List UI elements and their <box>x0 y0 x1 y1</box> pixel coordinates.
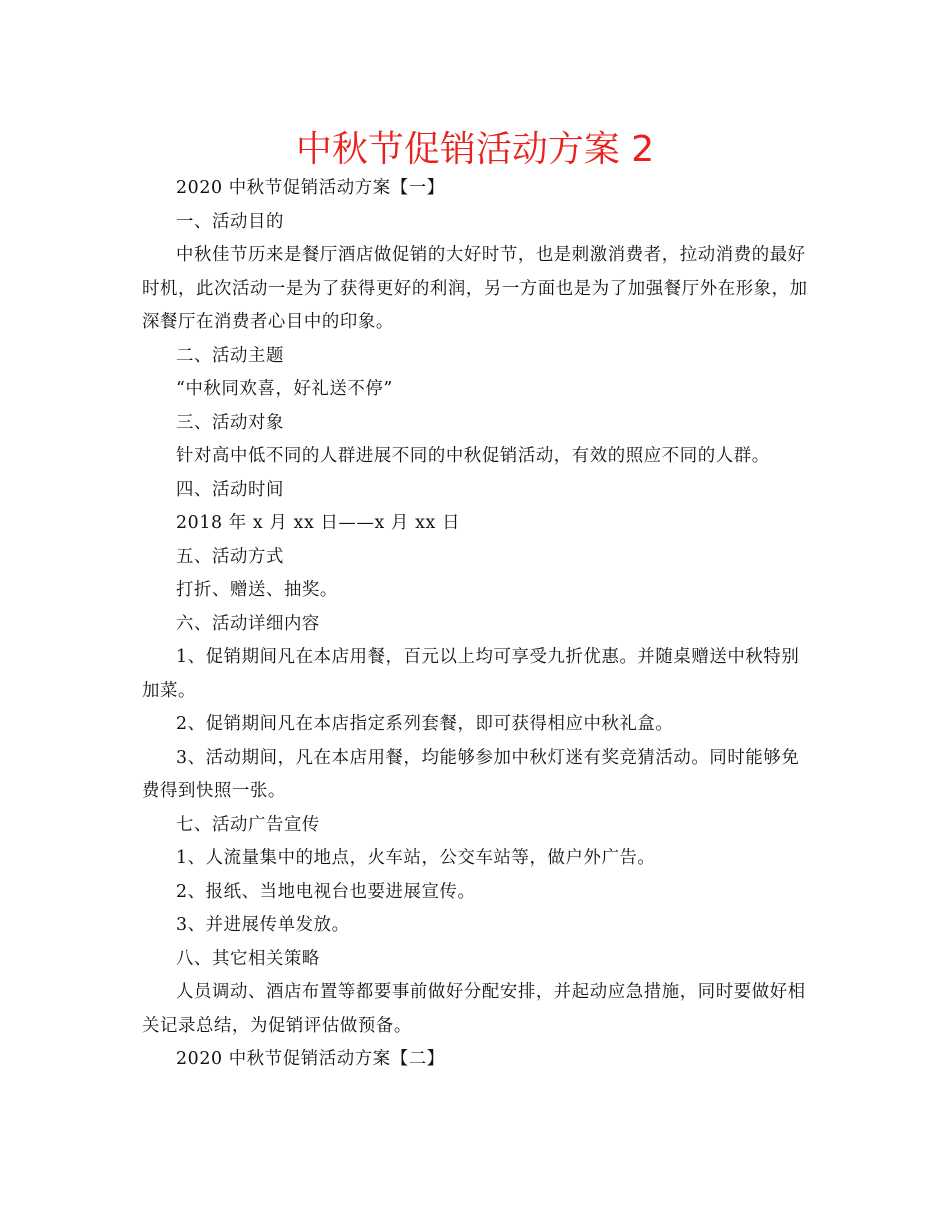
list-item: 3、并进展传单发放。 <box>176 915 350 935</box>
list-item: 1、促销期间凡在本店用餐，百元以上均可享受九折优惠。并随桌赠送中秋特别加菜。 <box>142 647 800 701</box>
paragraph: 人员调动、酒店布置等都要事前做好分配安排，并起动应急措施，同时要做好相关记录总结，为促销评估做预备。 <box>142 982 806 1036</box>
paragraph: 中秋佳节历来是餐厅酒店做促销的大好时节，也是刺激消费者，拉动消费的最好时机，此次活动一是为了获得更好的利润，另一方面也是为了加强餐厅外在形象，加深餐厅在消费者心目中的印象。 <box>142 245 808 332</box>
section-heading: 四、活动时间 <box>176 479 284 500</box>
paragraph: 2018 年 x 月 xx 日——x 月 xx 日 <box>176 513 461 533</box>
list-item: 2、促销期间凡在本店指定系列套餐，即可获得相应中秋礼盒。 <box>176 714 674 734</box>
paragraph: 2020 中秋节促销活动方案【一】 <box>176 178 445 198</box>
section-heading: 二、活动主题 <box>176 345 284 366</box>
section-heading: 一、活动目的 <box>176 211 284 232</box>
paragraph: “中秋同欢喜，好礼送不停” <box>176 379 393 399</box>
section-heading: 五、活动方式 <box>176 546 284 567</box>
paragraph: 打折、赠送、抽奖。 <box>176 580 338 600</box>
list-item: 1、人流量集中的地点，火车站，公交车站等，做户外广告。 <box>176 848 656 868</box>
list-item: 2、报纸、当地电视台也要进展宣传。 <box>176 881 476 902</box>
section-heading: 八、其它相关策略 <box>176 948 320 969</box>
document-body <box>142 172 808 1077</box>
list-item: 3、活动期间，凡在本店用餐，均能够参加中秋灯迷有奖竞猜活动。同时能够免费得到快照一张。 <box>142 747 800 801</box>
section-heading: 三、活动对象 <box>176 412 284 433</box>
paragraph: 针对高中低不同的人群进展不同的中秋促销活动，有效的照应不同的人群。 <box>176 446 770 466</box>
section-heading: 七、活动广告宣传 <box>176 814 320 835</box>
section-heading: 六、活动详细内容 <box>176 613 320 634</box>
document-title: 中秋节促销活动方案 2 <box>295 129 655 170</box>
paragraph: 2020 中秋节促销活动方案【二】 <box>176 1049 445 1069</box>
